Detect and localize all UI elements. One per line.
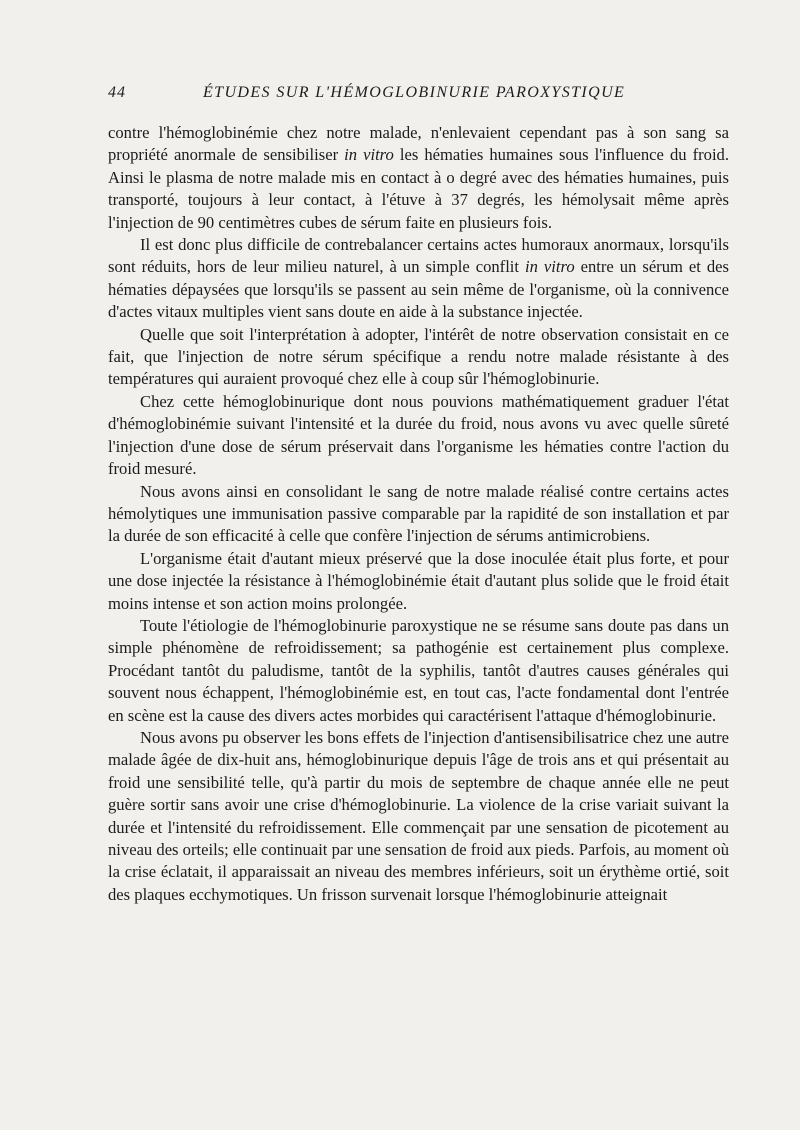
- paragraph-7: Toute l'étiologie de l'hémoglobinurie paroxystique ne se résume sans doute pas dans un simple phénomène de refroidissement; sa pathogénie est certainement plus complexe. Procédant tantôt du paludisme, tantôt de la syphilis, tantôt d'autres causes générales qui souvent nous échappent, l'hémoglobinémie est, en tout cas, l'acte fondamental dont l'entrée en scène est la cause des divers actes morbides qui caractérisent l'attaque d'hémoglobinurie.: [108, 615, 729, 725]
- paragraph-2-text-b: entre un sérum et des hématies dépaysées que lorsqu'ils se passent au sein même de l'organisme, où la connivence d'actes vitaux multiples vient sans doute en aide à la substance injectée.: [108, 257, 729, 322]
- page-number: 44: [108, 84, 126, 101]
- paragraph-1-text-b: les hématies humaines sous l'influence du froid. Ainsi le plasma de notre malade mis en contact à o degré avec des hématies humaines, puis transporté, toujours à leur contact, à l'étuve à 37 degrés, les hémolysait même après l'injection de 90 centimètres cubes de sérum faite en plusieurs fois.: [108, 145, 730, 232]
- body-text: [108, 122, 729, 906]
- paragraph-6: L'organisme était d'autant mieux préservé que la dose inoculée était plus forte, et pour une dose injectée la résistance à l'hémoglobinémie était d'autant plus solide que le froid était moins intense et son action moins prolongée.: [108, 548, 729, 613]
- paragraph-1-italic: in vitro: [344, 145, 394, 165]
- paragraph-1: [108, 122, 729, 234]
- paragraph-2-italic: in vitro: [525, 257, 575, 277]
- running-head: [108, 84, 728, 110]
- paragraph-8: Nous avons pu observer les bons effets de l'injection d'antisensibilisatrice chez une autre malade âgée de dix-huit ans, hémoglobinurique depuis l'âge de trois ans et qui présentait au froid une sensibilité telle, qu'à partir du mois de septembre de chaque année elle ne peut guère sortir sans avoir une crise d'hémoglobinurie. La violence de la crise variait suivant la durée et l'intensité du refroidissement. Elle commençait par une sensation de picotement au niveau des orteils; elle continuait par une sensation de froid aux pieds. Parfois, au moment où la crise éclatait, il apparaissait an niveau des membres inférieurs, soit un érythème ortié, soit des plaques ecchymotiques. Un frisson survenait lorsque l'hémoglobinurie atteignait: [108, 727, 729, 904]
- paragraph-2: [108, 234, 729, 324]
- running-title: ÉTUDES SUR L'HÉMOGLOBINURIE PAROXYSTIQUE: [203, 84, 626, 101]
- paragraph-4: Chez cette hémoglobinurique dont nous pouvions mathématiquement graduer l'état d'hémoglobinémie suivant l'intensité et la durée du froid, nous avons vu avec quelle sûreté l'injection d'une dose de sérum préservait dans l'organisme les hématies contre l'action du froid mesuré.: [108, 391, 729, 479]
- paragraph-2-text-a: Il est donc plus difficile de contrebalancer certains actes humoraux anormaux, lorsqu'ils sont réduits, hors de leur milieu naturel, à un simple conflit: [108, 235, 729, 277]
- paragraph-3: Quelle que soit l'interprétation à adopter, l'intérêt de notre observation consistait en ce fait, que l'injection de notre sérum spécifique a rendu notre malade résistante à des températures qui auraient provoqué chez elle à coup sûr l'hémoglobinurie.: [108, 324, 729, 389]
- paragraph-5: Nous avons ainsi en consolidant le sang de notre malade réalisé contre certains actes hémolytiques une immunisation passive comparable par la rapidité de son installation et par la durée de son efficacité à celle que confère l'injection de sérums antimicrobiens.: [108, 481, 729, 546]
- paragraph-1-text-a: contre l'hémoglobinémie chez notre malade, n'enlevaient cependant pas à son sang sa propriété anormale de sensibiliser: [108, 123, 729, 165]
